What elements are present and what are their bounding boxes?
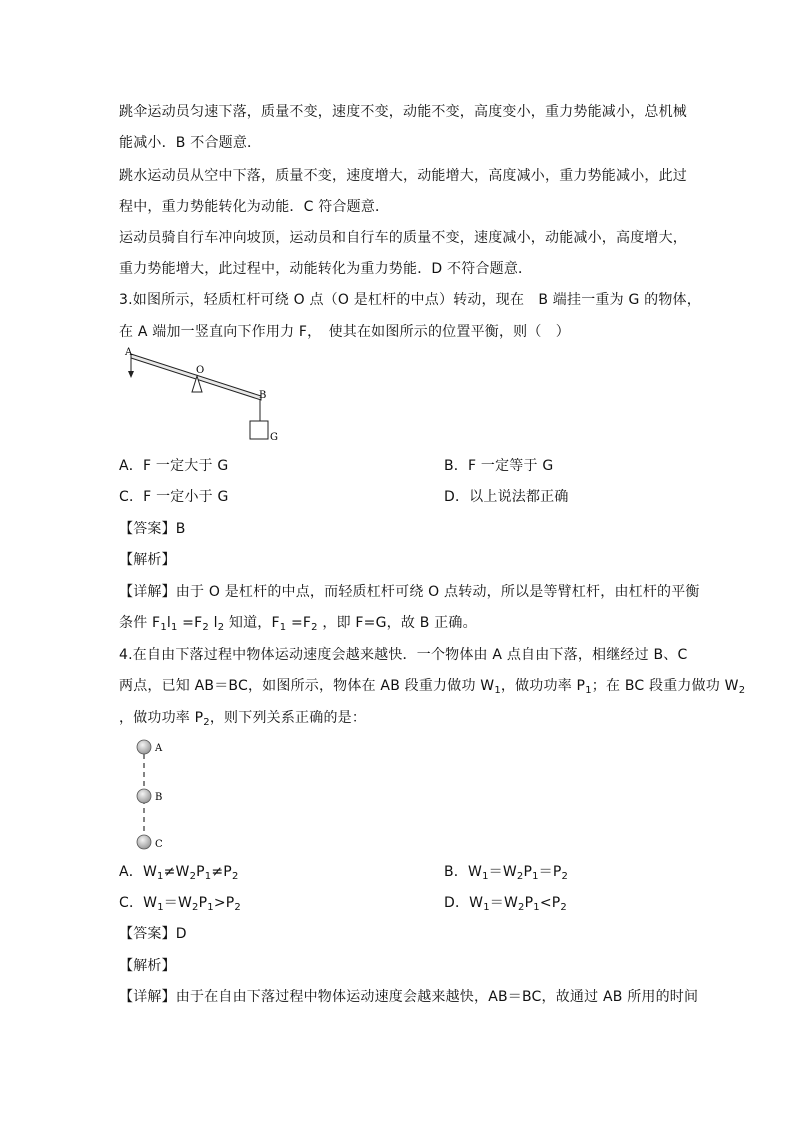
text: 知道，F (224, 615, 280, 631)
text: C．W (119, 895, 158, 911)
subscript: 2 (738, 685, 746, 696)
subscript: 2 (231, 871, 239, 882)
subscript: 1 (170, 622, 178, 633)
subscript: 2 (516, 871, 524, 882)
paragraph-line: 运动员骑自行车冲向坡顶，运动员和自行车的质量不变，速度减小，动能减小，高度增大， (119, 230, 687, 246)
subscript: 1 (482, 871, 489, 882)
subscript: 2 (518, 902, 525, 913)
text: ，做功功率 P (119, 710, 204, 726)
question-4-stem (119, 676, 745, 701)
detail-line: 【详解】由于在自由下落过程中物体运动速度会越来越快，AB＝BC，故通过 AB 所用的时间 (119, 989, 699, 1005)
text: P (524, 895, 534, 911)
text: ，做功功率 P (500, 678, 586, 694)
text: =F (286, 615, 312, 631)
text: 条件 F (119, 615, 161, 631)
text: D．W (444, 895, 484, 911)
analysis-heading: 【解析】 (119, 552, 176, 568)
subscript: 1 (585, 685, 592, 696)
detail-line (119, 613, 477, 638)
subscript: 2 (234, 902, 241, 913)
label-a: A (155, 743, 163, 754)
subscript: 1 (494, 685, 501, 696)
text: ，即 F=G，故 B 正确。 (317, 615, 477, 631)
label-b: B (259, 390, 267, 401)
option-a (119, 862, 239, 887)
ball-b (137, 789, 151, 803)
subscript: 2 (560, 902, 567, 913)
option-a: A．F 一定大于 G (119, 458, 229, 474)
label-g: G (270, 432, 278, 443)
option-b: B．F 一定等于 G (444, 458, 554, 474)
text: P (198, 895, 208, 911)
text: ，则下列关系正确的是： (209, 710, 367, 726)
free-fall-diagram (130, 736, 180, 852)
subscript: 1 (160, 622, 167, 633)
answer: 【答案】B (119, 521, 186, 537)
subscript: 1 (157, 902, 164, 913)
text: P (523, 864, 533, 880)
subscript: 1 (483, 902, 490, 913)
text: <P (539, 895, 561, 911)
subscript: 1 (279, 622, 287, 633)
ball-c (137, 835, 151, 849)
option-c: C．F 一定小于 G (119, 489, 229, 505)
text: B．W (444, 864, 483, 880)
subscript: 2 (189, 871, 197, 882)
subscript: 2 (561, 871, 569, 882)
subscript: 1 (532, 871, 539, 882)
subscript: 1 (207, 902, 214, 913)
text: P (196, 864, 205, 880)
ball-a (137, 740, 151, 754)
subscript: 2 (192, 902, 199, 913)
text: A．W (119, 864, 158, 880)
label-a: A (125, 347, 133, 358)
label-o: O (196, 365, 205, 376)
question-3-stem: 在 A 端加一竖直向下作用力 F， 使其在如图所示的位置平衡，则（ ） (119, 324, 570, 340)
text: l (166, 615, 171, 631)
lever-diagram (118, 344, 288, 446)
option-d: D．以上说法都正确 (444, 489, 569, 505)
label-b: B (155, 792, 163, 803)
text: ；在 BC 段重力做功 W (591, 678, 739, 694)
paragraph-line: 跳伞运动员匀速下落，质量不变，速度不变，动能不变，高度变小，重力势能减小，总机械 (119, 104, 687, 120)
force-arrowhead (128, 371, 134, 378)
text: >P (213, 895, 235, 911)
option-c (119, 893, 241, 918)
subscript: 2 (203, 717, 210, 728)
text: ＝W (489, 895, 519, 911)
question-3-stem: 3.如图所示，轻质杠杆可绕 O 点（O 是杠杆的中点）转动，现在 B 端挂一重为 G 的物体， (119, 292, 701, 308)
paragraph-line: 程中，重力势能转化为动能．C 符合题意． (119, 199, 390, 215)
text: l (208, 615, 218, 631)
analysis-heading: 【解析】 (119, 958, 176, 974)
detail-line: 【详解】由于 O 是杠杆的中点，而轻质杠杆可绕 O 点转动，所以是等臂杠杆，由杠杆的平衡 (119, 584, 700, 600)
paragraph-line: 重力势能增大，此过程中，动能转化为重力势能．D 不符合题意． (119, 261, 533, 277)
subscript: 2 (202, 622, 209, 633)
option-d (444, 893, 567, 918)
subscript: 2 (217, 622, 225, 633)
text: =F (177, 615, 203, 631)
answer: 【答案】D (119, 926, 187, 942)
lever-bar (131, 354, 261, 400)
question-4-stem: 4.在自由下落过程中物体运动速度会越来越快．一个物体由 A 点自由下落，相继经过 B、C (119, 647, 688, 663)
label-c: C (155, 839, 163, 850)
subscript: 1 (533, 902, 540, 913)
text: ＝W (488, 864, 517, 880)
text: ≠P (211, 864, 232, 880)
text: ＝W (163, 895, 193, 911)
subscript: 1 (157, 871, 164, 882)
question-4-stem (119, 708, 366, 733)
text: ≠W (163, 864, 190, 880)
weight-block (250, 421, 268, 439)
subscript: 1 (204, 871, 212, 882)
paragraph-line: 能减小．B 不合题意． (119, 135, 262, 151)
text: 两点，已知 AB＝BC，如图所示，物体在 AB 段重力做功 W (119, 678, 495, 694)
paragraph-line: 跳水运动员从空中下落，质量不变，速度增大，动能增大，高度减小，重力势能减小，此过 (119, 168, 687, 184)
text: ＝P (538, 864, 562, 880)
option-b (444, 862, 568, 887)
subscript: 2 (311, 622, 318, 633)
